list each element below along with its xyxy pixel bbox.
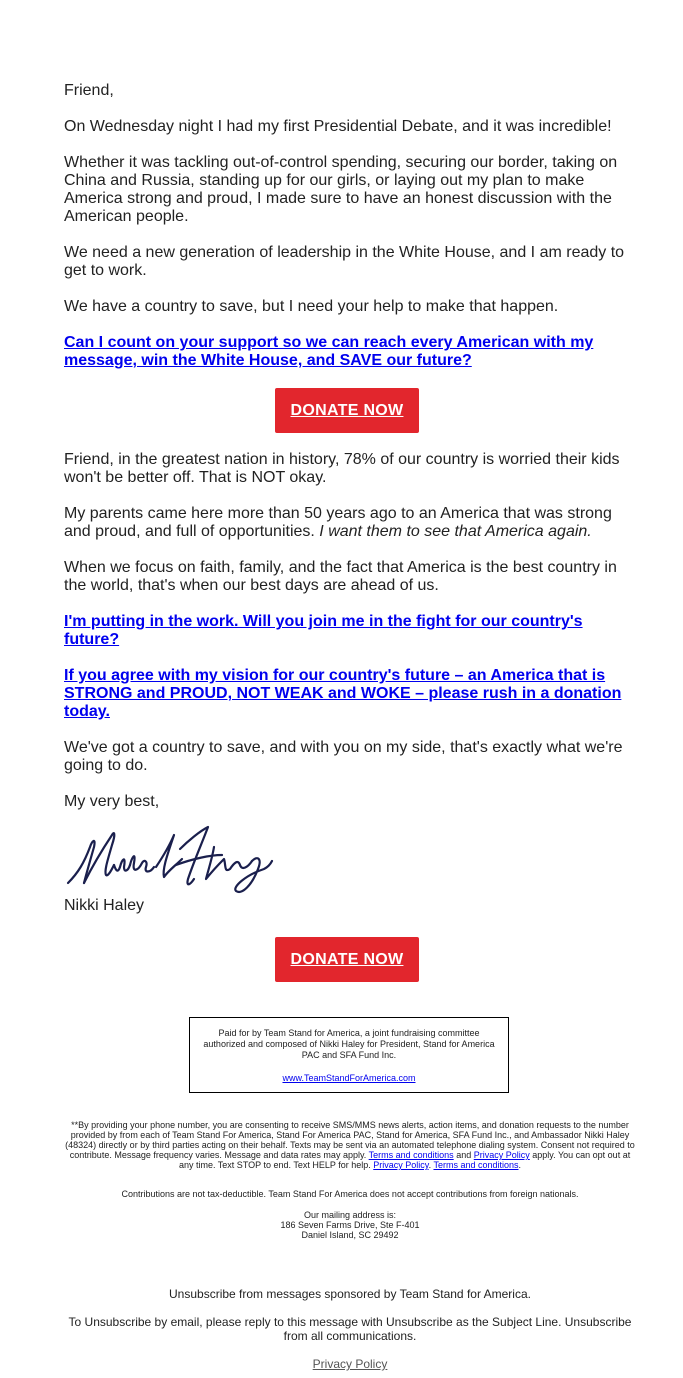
address-line-2: Daniel Island, SC 29492 bbox=[301, 1230, 399, 1240]
email-body bbox=[64, 82, 630, 1000]
terms-link[interactable]: Terms and conditions bbox=[368, 1150, 454, 1160]
address-line-1: 186 Seven Farms Drive, Ste F-401 bbox=[280, 1220, 420, 1230]
support-link-paragraph bbox=[64, 334, 630, 370]
paragraph-leadership: We need a new generation of leadership in the White House, and I am ready to get to work. bbox=[64, 244, 625, 279]
privacy-policy-link[interactable]: Privacy Policy bbox=[312, 1357, 388, 1371]
sms-disclaimer: **By providing your phone number, you are consenting to receive SMS/MMS news alerts, action items, and donation requests to the number provided by from each of Team Stand For America, Stand For America PAC, Stand for America, SFA Fund Inc., and Ambassador Nikki Haley (48324) directly or by third parties acting on their behalf. Texts may be sent via an automated telephone dialing system. Consent not required to contribute. Message frequency varies. Message and data rates may apply. Terms and conditions and Privacy Policy apply. You can opt out at any time. Text STOP to end. Text HELP for help. Privacy Policy. Terms and conditions. bbox=[65, 1120, 635, 1170]
privacy-link-2[interactable]: Privacy Policy bbox=[373, 1160, 429, 1170]
greeting: Friend, bbox=[64, 82, 114, 99]
parents-italic: I want them to see that America again. bbox=[319, 523, 592, 540]
paragraph-worried: Friend, in the greatest nation in history, 78% of our country is worried their kids won't be better off. That is NOT okay. bbox=[64, 451, 620, 486]
website-link[interactable]: www.TeamStandForAmerica.com bbox=[282, 1073, 416, 1083]
paragraph-faith: When we focus on faith, family, and the fact that America is the best country in the world, that's when our best days are ahead of us. bbox=[64, 559, 617, 594]
opt-out-text: apply. You can opt out at any time. Text STOP to end. Text HELP for help. bbox=[178, 1150, 631, 1170]
paragraph-save-country: We've got a country to save, and with you on my side, that's exactly what we're going to do. bbox=[64, 739, 623, 774]
and-text: and bbox=[456, 1150, 472, 1160]
support-link[interactable]: Can I count on your support so we can reach every American with my message, win the White House, and SAVE our future? bbox=[64, 334, 594, 369]
tax-note: Contributions are not tax-deductible. Team Stand For America does not accept contributions from foreign nationals. bbox=[121, 1189, 579, 1199]
signer-name: Nikki Haley bbox=[64, 897, 145, 914]
donation-link-paragraph bbox=[64, 667, 630, 721]
rush-donation-link[interactable]: If you agree with my vision for our country's future – an America that is STRONG and PROUD, NOT WEAK and WOKE – please rush in a donation today. bbox=[64, 667, 622, 720]
mailing-label: Our mailing address is: bbox=[303, 1210, 397, 1220]
privacy-policy-line bbox=[64, 1357, 636, 1371]
signature-image bbox=[64, 825, 274, 897]
terms-link-2[interactable]: Terms and conditions bbox=[433, 1160, 519, 1170]
parents-text: My parents came here more than 50 years ago to an America that was strong and proud, and full of opportunities. bbox=[64, 505, 612, 540]
donate-button-top[interactable]: DONATE NOW bbox=[275, 388, 419, 433]
join-link-paragraph bbox=[64, 613, 630, 649]
paragraph-debate: On Wednesday night I had my first Presidential Debate, and it was incredible! bbox=[64, 118, 612, 135]
website-line bbox=[202, 1073, 496, 1084]
donate-button-bottom[interactable]: DONATE NOW bbox=[275, 937, 419, 982]
join-fight-link[interactable]: I'm putting in the work. Will you join me in the fight for our country's future? bbox=[64, 613, 583, 648]
paragraph-topics: Whether it was tackling out-of-control spending, securing our border, taking on China and Russia, standing up for our girls, or laying out my plan to make America strong and proud, I made sure to have an honest discussion with the American people. bbox=[64, 154, 618, 225]
unsubscribe-line: Unsubscribe from messages sponsored by Team Stand for America. bbox=[169, 1287, 531, 1301]
mailing-address bbox=[64, 1210, 636, 1240]
paragraph-parents bbox=[64, 505, 630, 541]
donate-button-wrap-bottom bbox=[64, 937, 630, 982]
unsubscribe-email-text: To Unsubscribe by email, please reply to this message with Unsubscribe as the Subject Line. Unsubscribe from all communications. bbox=[68, 1315, 632, 1343]
privacy-link-sms[interactable]: Privacy Policy bbox=[473, 1150, 530, 1160]
donate-button-wrap-top bbox=[64, 388, 630, 433]
paid-for-box bbox=[189, 1017, 509, 1093]
paid-for-text: Paid for by Team Stand for America, a joint fundraising committee authorized and composed of Nikki Haley for President, Stand for America PAC and SFA Fund Inc. bbox=[203, 1028, 495, 1060]
closing: My very best, bbox=[64, 793, 160, 810]
sms-disclaimer-text: **By providing your phone number, you are consenting to receive SMS/MMS news alerts, action items, and donation requests to the number provided by from each of Team Stand For America, Stand For America PAC, Stand for America, SFA Fund Inc., and Ambassador Nikki Haley (48324) directly or by third parties acting on their behalf. Texts may be sent via an automated telephone dialing system. Consent not required to contribute. Message frequency varies. Message and data rates may apply. bbox=[65, 1120, 635, 1160]
paragraph-help: We have a country to save, but I need your help to make that happen. bbox=[64, 298, 559, 315]
